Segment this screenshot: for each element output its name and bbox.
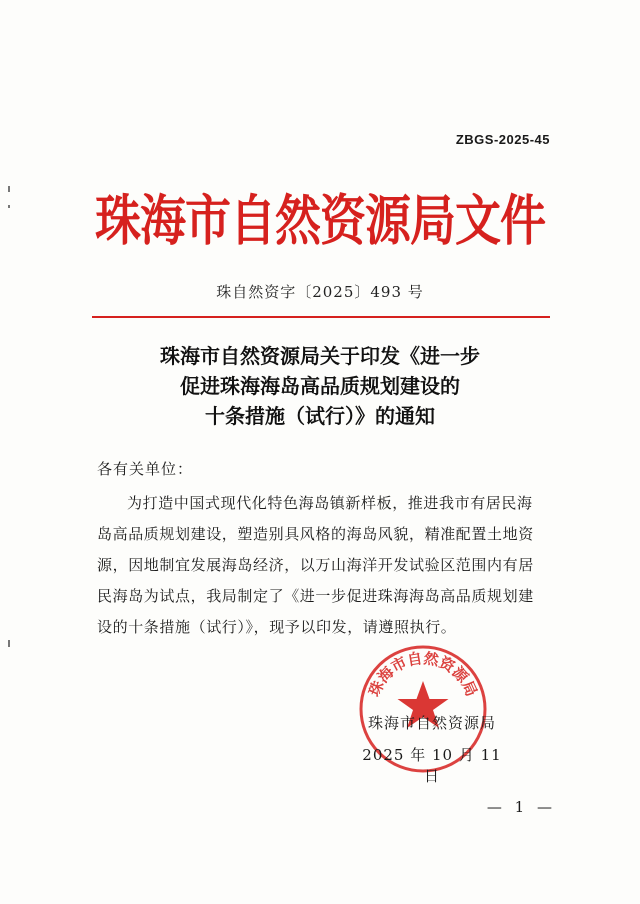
file-number: 珠自然资字〔2025〕493 号 — [216, 283, 424, 301]
notice-title-line: 珠海市自然资源局关于印发《进一步 — [160, 344, 480, 368]
body-line: 民海岛为试点，我局制定了《进一步促进珠海海岛高品质规划建 — [97, 587, 534, 605]
notice-title-line: 促进珠海海岛高品质规划建设的 — [180, 374, 460, 398]
notice-title-line: 十条措施（试行）》的通知 — [205, 404, 435, 428]
red-divider-line — [92, 316, 550, 318]
body-line: 岛高品质规划建设，塑造别具风格的海岛风貌，精准配置土地资 — [97, 525, 534, 543]
notice-title — [0, 341, 640, 431]
body-line: 源，因地制宜发展海岛经济，以万山海洋开发试验区范围内有居 — [97, 556, 534, 574]
signing-organization: 珠海市自然资源局 — [367, 714, 496, 732]
body-line: 设的十条措施（试行）》，现予以印发，请遵照执行。 — [97, 618, 457, 636]
salutation: 各有关单位： — [97, 460, 194, 478]
page-number: — 1 — — [486, 798, 556, 816]
scan-edge-mark — [8, 640, 10, 647]
document-code: ZBGS-2025-45 — [455, 132, 550, 147]
body-paragraph — [97, 488, 555, 643]
body-line: 为打造中国式现代化特色海岛镇新样板，推进我市有居民海 — [127, 494, 533, 512]
seal-text: 珠海市自然资源局 — [365, 649, 481, 700]
issuer-header: 珠海市自然资源局文件 — [95, 188, 545, 253]
issue-date: 2025 年 10 月 11 日 — [362, 746, 502, 785]
